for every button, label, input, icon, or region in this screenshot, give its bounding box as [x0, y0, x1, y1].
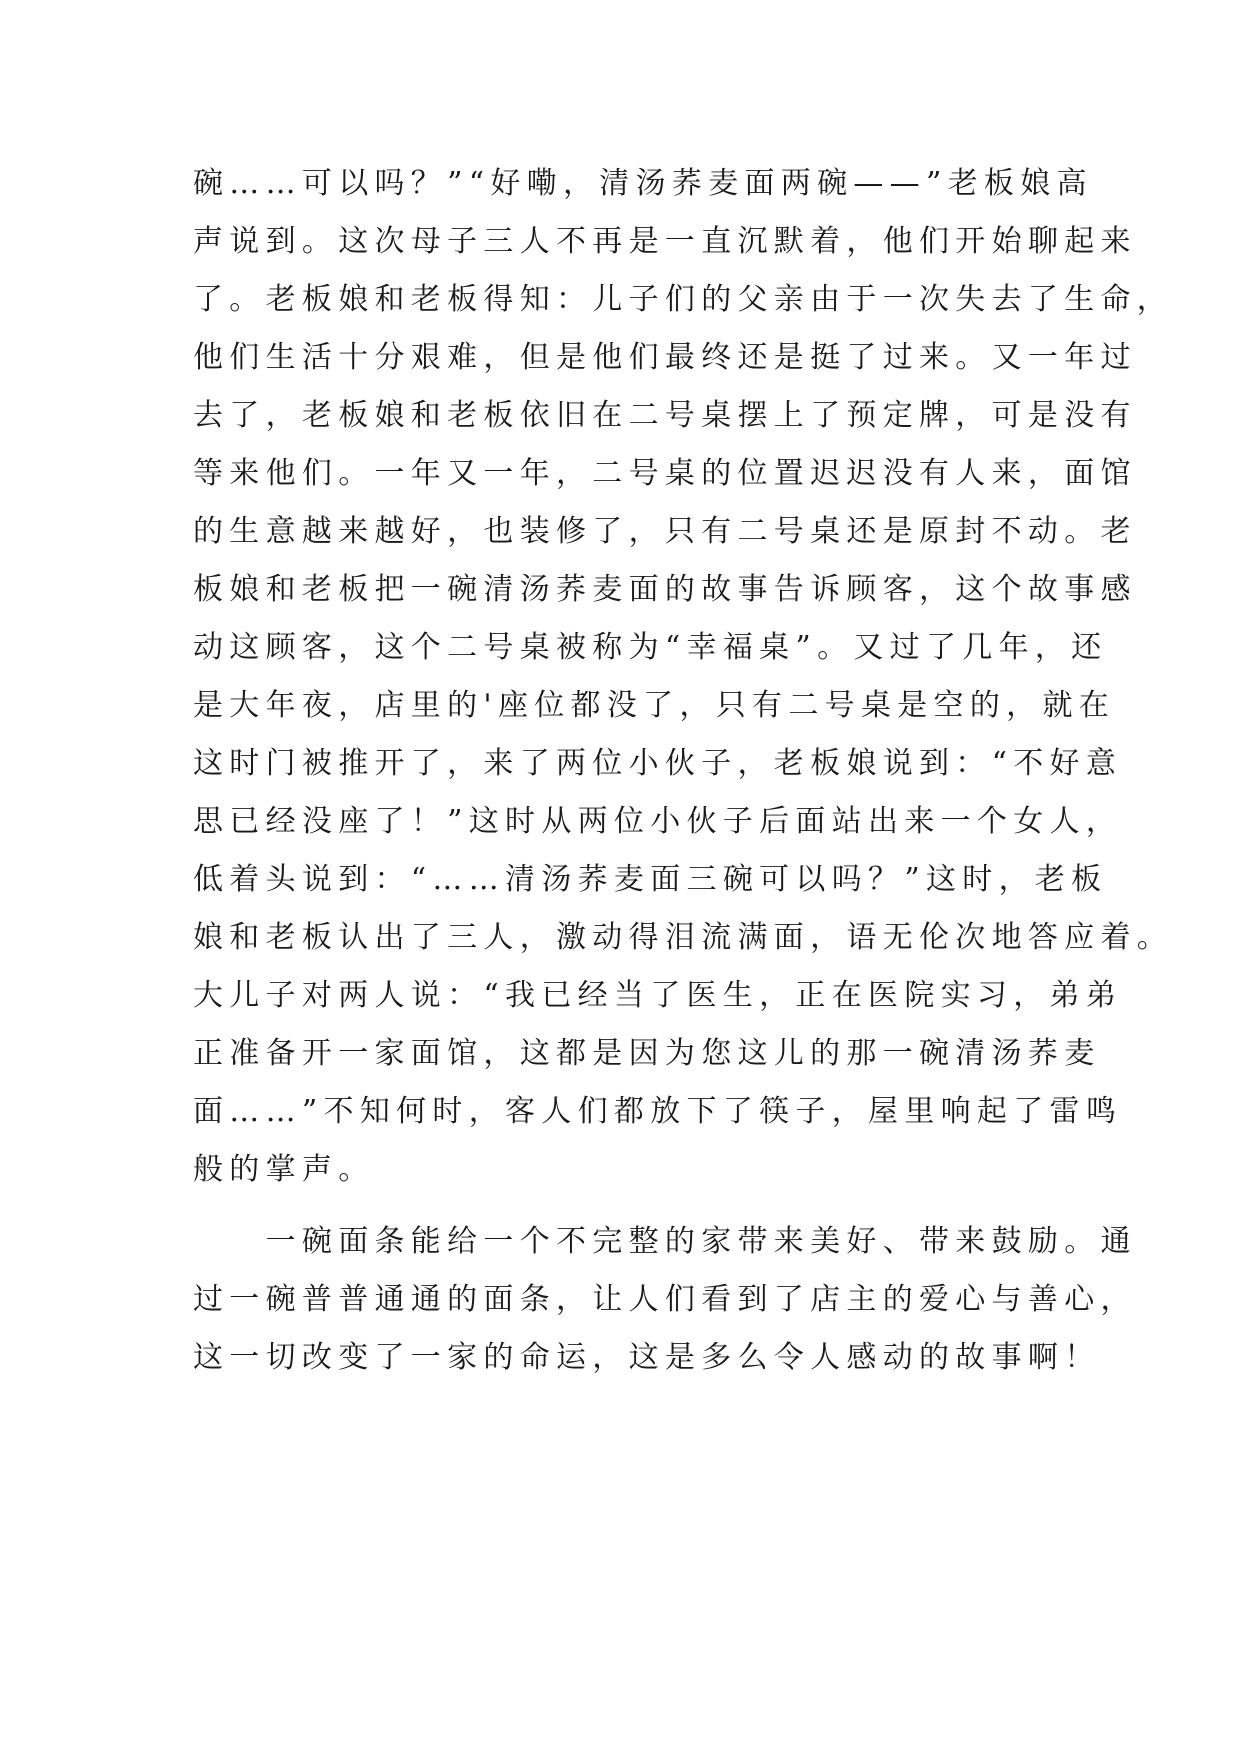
text-line: 去了，老板娘和老板依旧在二号桌摆上了预定牌，可是没有	[193, 398, 1137, 433]
text-line: 娘和老板认出了三人，激动得泪流满面，语无伦次地答应着。	[193, 920, 1174, 955]
text-line: 正准备开一家面馆，这都是因为您这儿的那一碗清汤荞麦	[193, 1036, 1101, 1071]
text-line: 低着头说到：“……清汤荞麦面三碗可以吗？”这时，老板	[193, 862, 1108, 897]
text-line: 板娘和老板把一碗清汤荞麦面的故事告诉顾客，这个故事感	[193, 572, 1137, 607]
paragraph-1	[193, 155, 1174, 1199]
text-line: 面……”不知何时，客人们都放下了筷子，屋里响起了雷鸣	[193, 1094, 1123, 1129]
paragraph-spacer	[193, 1199, 1053, 1213]
text-line: 一碗面条能给一个不完整的家带来美好、带来鼓励。通	[193, 1224, 1137, 1259]
text-line: 过一碗普普通通的面条，让人们看到了店主的爱心与善心，	[193, 1282, 1137, 1317]
text-line: 这一切改变了一家的命运，这是多么令人感动的故事啊！	[193, 1340, 1101, 1375]
text-line: 他们生活十分艰难，但是他们最终还是挺了过来。又一年过	[193, 340, 1137, 375]
document-page	[193, 155, 1174, 1387]
text-line: 思已经没座了！”这时从两位小伙子后面站出来一个女人，	[193, 804, 1123, 839]
text-line: 大儿子对两人说：“我已经当了医生，正在医院实习，弟弟	[193, 978, 1123, 1013]
text-line: 的生意越来越好，也装修了，只有二号桌还是原封不动。老	[193, 514, 1137, 549]
text-line: 般的掌声。	[193, 1152, 375, 1187]
text-line: 碗……可以吗？”“好嘞，清汤荞麦面两碗——”老板娘高	[193, 166, 1093, 201]
text-line: 声说到。这次母子三人不再是一直沉默着，他们开始聊起来	[193, 224, 1137, 259]
paragraph-2	[193, 1213, 1137, 1387]
text-line: 等来他们。一年又一年，二号桌的位置迟迟没有人来，面馆	[193, 456, 1137, 491]
text-line: 动这顾客，这个二号桌被称为“幸福桌”。又过了几年，还	[193, 630, 1108, 665]
text-line: 这时门被推开了，来了两位小伙子，老板娘说到：“不好意	[193, 746, 1123, 781]
text-line: 是大年夜，店里的'座位都没了，只有二号桌是空的，就在	[193, 688, 1116, 723]
text-line: 了。老板娘和老板得知：儿子们的父亲由于一次失去了生命，	[193, 282, 1174, 317]
